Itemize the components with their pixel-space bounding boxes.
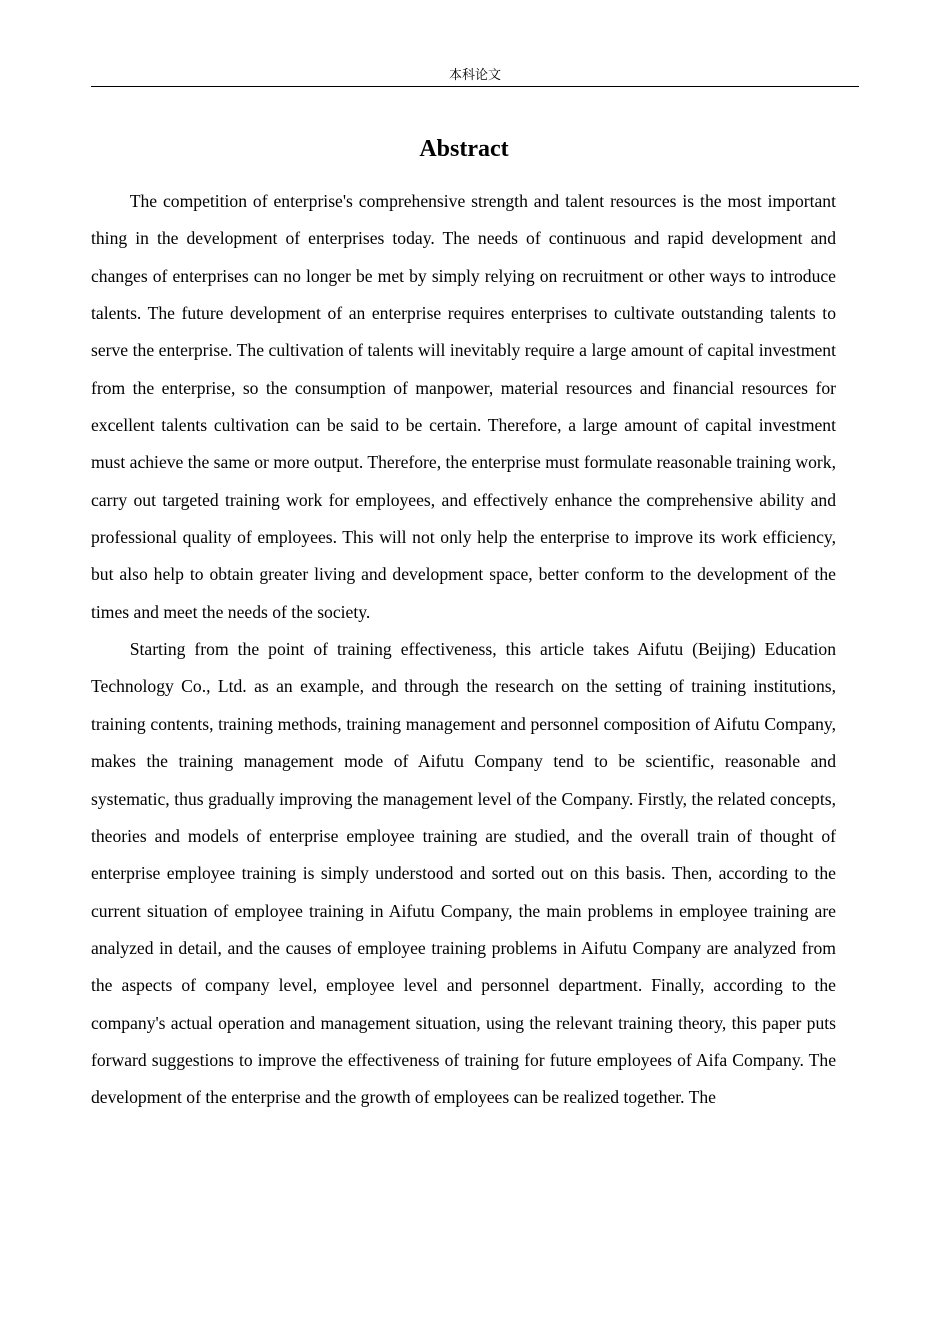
- abstract-body: [91, 183, 836, 1117]
- abstract-paragraph-2: Starting from the point of training effectiveness, this article takes Aifutu (Beijing) Education Technology Co., Ltd. as an example, and through the research on the setting of training institutions, training contents, training methods, training management and personnel composition of Aifutu Company, makes the training management mode of Aifutu Company tend to be scientific, reasonable and systematic, thus gradually improving the management level of the Company. Firstly, the related concepts, theories and models of enterprise employee training are studied, and the overall train of thought of enterprise employee training is simply understood and sorted out on this basis. Then, according to the current situation of employee training in Aifutu Company, the main problems in employee training are analyzed in detail, and the causes of employee training problems in Aifutu Company are analyzed from the aspects of company level, employee level and personnel department. Finally, according to the company's actual operation and management situation, using the relevant training theory, this paper puts forward suggestions to improve the effectiveness of training for future employees of Aifa Company. The development of the enterprise and the growth of employees can be realized together. The: [91, 639, 836, 1108]
- abstract-title: Abstract: [419, 136, 509, 162]
- page-header: [91, 66, 859, 87]
- abstract-paragraph-1: The competition of enterprise's comprehensive strength and talent resources is the most important thing in the development of enterprises today. The needs of continuous and rapid development and changes of enterprises can no longer be met by simply relying on recruitment or other ways to introduce talents. The future development of an enterprise requires enterprises to cultivate outstanding talents to serve the enterprise. The cultivation of talents will inevitably require a large amount of capital investment from the enterprise, so the consumption of manpower, material resources and financial resources for excellent talents cultivation can be said to be certain. Therefore, a large amount of capital investment must achieve the same or more output. Therefore, the enterprise must formulate reasonable training work, carry out targeted training work for employees, and effectively enhance the comprehensive ability and professional quality of employees. This will not only help the enterprise to improve its work efficiency, but also help to obtain greater living and development space, better conform to the development of the times and meet the needs of the society.: [91, 191, 836, 622]
- page-header-text: 本科论文: [448, 68, 501, 83]
